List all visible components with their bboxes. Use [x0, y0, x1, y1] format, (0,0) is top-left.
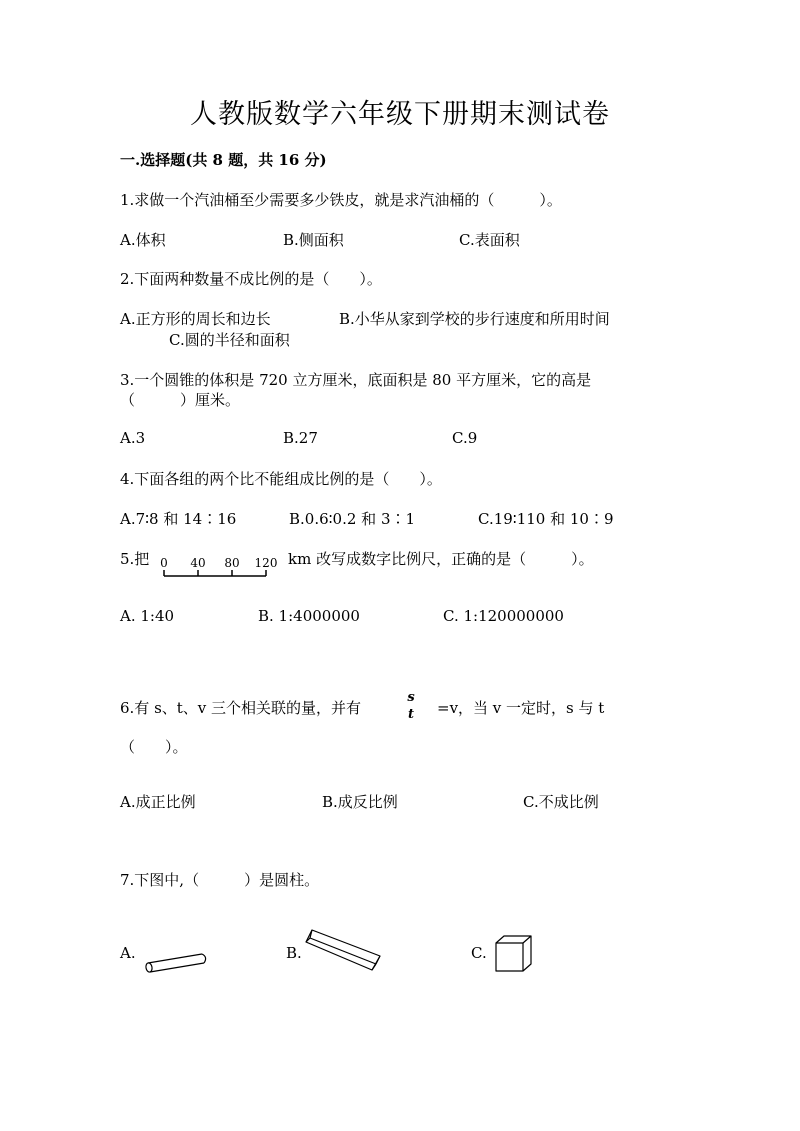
q2-option-c: C.圆的半径和面积: [169, 331, 290, 349]
scale-tick-label-0: 0: [160, 556, 168, 570]
triangular-prism-figure: [304, 926, 384, 976]
question-3-line-2: （ ）厘米。: [120, 391, 241, 409]
q5-option-c: C. 1:120000000: [443, 607, 564, 625]
q7-option-b: B.: [286, 944, 302, 962]
q4-option-a: A.7∶8 和 14∶16: [120, 510, 237, 528]
q6-option-c: C.不成比例: [523, 793, 599, 811]
scale-tick-label-40: 40: [190, 556, 206, 570]
q7-option-a: A.: [120, 944, 136, 962]
question-6-line-2: （ ）。: [120, 738, 188, 756]
q1-option-c: C.表面积: [459, 231, 520, 249]
question-6-prefix: 6.有 s、t、v 三个相关联的量，并有: [120, 699, 362, 717]
cylinder-rod-figure: [142, 948, 212, 978]
q2-option-a: A.正方形的周长和边长: [120, 310, 271, 328]
question-3-line-1: 3.一个圆锥的体积是 720 立方厘米，底面积是 80 平方厘米，它的高是: [120, 371, 592, 389]
fraction-numerator: s: [407, 690, 415, 705]
section-heading: 一.选择题(共 8 题，共 16 分): [120, 151, 327, 169]
q5-option-b: B. 1:4000000: [258, 607, 360, 625]
question-2: 2.下面两种数量不成比例的是（ ）。: [120, 270, 382, 288]
q3-option-c: C.9: [452, 429, 478, 447]
question-1: 1.求做一个汽油桶至少需要多少铁皮，就是求汽油桶的（ ）。: [120, 191, 562, 209]
fraction-s-over-t: [400, 690, 422, 723]
q4-option-c: C.19∶110 和 10∶9: [478, 510, 614, 528]
q5-option-a: A. 1:40: [120, 607, 175, 625]
cube-figure: [494, 934, 534, 974]
page-title: 人教版数学六年级下册期末测试卷: [190, 99, 610, 130]
scale-tick-label-80: 80: [224, 556, 240, 570]
question-7: 7.下图中,（ ）是圆柱。: [120, 871, 320, 889]
q1-option-b: B.侧面积: [283, 231, 344, 249]
q6-option-a: A.成正比例: [120, 793, 196, 811]
question-5-prefix: 5.把: [120, 550, 150, 568]
q3-option-a: A.3: [120, 429, 146, 447]
scale-bar-diagram: [158, 556, 283, 582]
q6-option-b: B.成反比例: [322, 793, 398, 811]
q7-option-c: C.: [471, 944, 487, 962]
q1-option-a: A.体积: [120, 231, 166, 249]
q2-option-b: B.小华从家到学校的步行速度和所用时间: [339, 310, 610, 328]
q4-option-b: B.0.6∶0.2 和 3∶1: [289, 510, 416, 528]
fraction-denominator: t: [407, 707, 414, 722]
question-6-suffix: =v，当 v 一定时，s 与 t: [437, 699, 605, 717]
scale-tick-label-120: 120: [254, 556, 278, 570]
q3-option-b: B.27: [283, 429, 318, 447]
question-4: 4.下面各组的两个比不能组成比例的是（ ）。: [120, 470, 442, 488]
question-5-suffix: km 改写成数字比例尺，正确的是（ ）。: [288, 550, 594, 568]
